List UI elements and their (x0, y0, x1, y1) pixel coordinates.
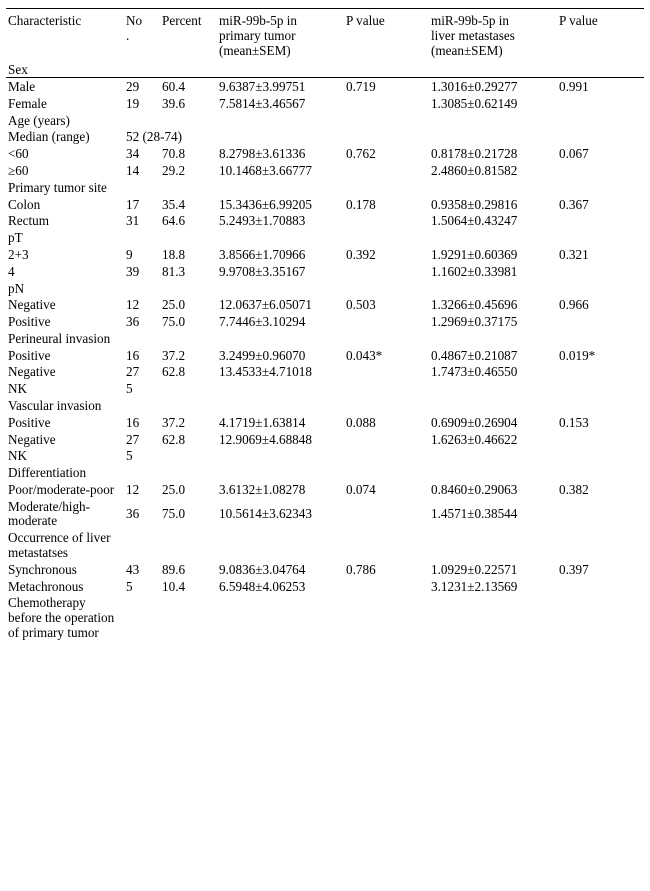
cell-label: Moderate/high-moderate (8, 498, 91, 529)
cell-no (124, 595, 160, 641)
cell-p1 (344, 264, 429, 281)
cell-mir_liver (429, 62, 557, 79)
cell-percent: 60.4 (162, 79, 186, 95)
table-row (6, 364, 650, 381)
cell-mir_liver: 2.4860±0.81582 (431, 163, 518, 179)
cell-percent (160, 595, 217, 641)
cell-p1 (344, 381, 429, 398)
cell-label: Occurrence of liver metastatses (8, 530, 111, 560)
cell-p1 (344, 180, 429, 197)
cell-mir_primary: 12.0637±6.05071 (219, 297, 312, 313)
cell-no (124, 62, 160, 79)
cell-p1 (344, 62, 429, 79)
cell-mir_primary (217, 595, 344, 641)
cell-mir_primary (217, 129, 344, 146)
cell-mir_liver: 0.6909±0.26904 (431, 414, 518, 430)
cell-mir_liver: 0.8178±0.21728 (431, 146, 518, 162)
cell-label: Negative (8, 297, 56, 313)
cell-mir_liver: 1.3016±0.29277 (431, 79, 518, 95)
cell-mir_primary: 10.1468±3.66777 (219, 163, 312, 179)
cell-mir_liver (429, 113, 557, 130)
cell-percent (160, 331, 217, 348)
cell-p1 (344, 432, 429, 449)
col-header-mir-primary-line3: (mean±SEM) (219, 42, 291, 58)
cell-no: 39 (126, 263, 140, 279)
table-row (6, 331, 650, 348)
cell-p2: 0.966 (559, 297, 589, 313)
cell-percent (160, 281, 217, 298)
cell-percent (160, 62, 217, 79)
cell-p2: 0.153 (559, 414, 589, 430)
cell-no (124, 180, 160, 197)
cell-percent (160, 398, 217, 415)
col-header-no-line2: . (126, 27, 130, 43)
table-row (6, 432, 650, 449)
cell-mir_primary: 9.0836±3.04764 (219, 561, 306, 577)
cell-p2: 0.019* (559, 347, 596, 363)
cell-mir_primary (217, 62, 344, 79)
table-row (6, 448, 650, 465)
cell-no: 5 (126, 578, 133, 594)
cell-p2 (557, 62, 650, 79)
cell-label: Positive (8, 314, 51, 330)
cell-no: 36 (126, 314, 140, 330)
cell-mir_liver: 1.0929±0.22571 (431, 561, 518, 577)
cell-label: pT (8, 230, 23, 246)
cell-mir_liver (429, 465, 557, 482)
cell-mir_primary (217, 230, 344, 247)
table-row (6, 595, 650, 641)
cell-label: Negative (8, 364, 56, 380)
table-row (6, 146, 650, 163)
cell-label: Perineural invasion (8, 330, 111, 346)
cell-label: Male (8, 79, 36, 95)
cell-no: 5 (126, 381, 133, 397)
col-header-pvalue-liver: P value (559, 13, 598, 28)
cell-p2 (557, 281, 650, 298)
cell-p1 (344, 163, 429, 180)
table-row (6, 113, 650, 130)
col-header-mir-liver-line1: miR-99b-5p in (431, 13, 510, 28)
cell-no: 9 (126, 246, 133, 262)
cell-p2 (557, 530, 650, 562)
cell-no: 27 (126, 364, 140, 380)
cell-no: 14 (126, 163, 140, 179)
cell-p1: 0.503 (346, 297, 376, 313)
cell-p1 (344, 213, 429, 230)
col-header-mir-primary (217, 10, 344, 62)
cell-p1 (344, 113, 429, 130)
cell-label: Metachronous (8, 578, 84, 594)
table-row (6, 180, 650, 197)
cell-p2 (557, 579, 650, 596)
cell-mir_liver: 1.7473±0.46550 (431, 364, 518, 380)
cell-mir_primary (217, 180, 344, 197)
cell-label: Primary tumor site (8, 179, 107, 195)
col-header-mir-liver-line2: liver metastases (431, 27, 515, 43)
cell-no (124, 398, 160, 415)
cell-percent: 62.8 (162, 431, 186, 447)
table-row (6, 62, 650, 79)
table-row (6, 281, 650, 298)
cell-percent: 29.2 (162, 163, 186, 179)
cell-label: Positive (8, 414, 51, 430)
cell-percent (160, 381, 217, 398)
characteristics-table (6, 10, 650, 642)
cell-mir_liver: 1.1602±0.33981 (431, 263, 518, 279)
cell-no: 36 (126, 506, 140, 522)
cell-p1 (344, 530, 429, 562)
cell-percent: 10.4 (162, 578, 186, 594)
cell-p1 (344, 499, 429, 531)
col-header-percent: Percent (162, 13, 202, 28)
table-wrapper (6, 10, 644, 642)
cell-p2 (557, 96, 650, 113)
cell-mir_liver (429, 530, 557, 562)
cell-mir_liver: 1.5064±0.43247 (431, 213, 518, 229)
cell-p2 (557, 180, 650, 197)
cell-percent: 75.0 (162, 506, 186, 522)
cell-mir_primary: 7.5814±3.46567 (219, 95, 306, 111)
cell-label: Female (8, 95, 47, 111)
cell-mir_primary: 9.9708±3.35167 (219, 263, 306, 279)
table-row (6, 482, 650, 499)
cell-label: Median (range) (8, 129, 90, 145)
cell-label: Age (years) (8, 112, 70, 128)
cell-no (124, 530, 160, 562)
cell-p1 (344, 331, 429, 348)
cell-p2 (557, 398, 650, 415)
col-header-mir-liver-line3: (mean±SEM) (431, 42, 503, 58)
cell-mir_liver: 1.2969±0.37175 (431, 314, 518, 330)
cell-label: Differentiation (8, 465, 87, 481)
cell-label: Negative (8, 431, 56, 447)
cell-p1 (344, 364, 429, 381)
cell-mir_liver (429, 180, 557, 197)
cell-percent: 70.8 (162, 146, 186, 162)
cell-no: 16 (126, 347, 140, 363)
cell-p1: 0.074 (346, 481, 376, 497)
table-row (6, 247, 650, 264)
cell-no: 27 (126, 431, 140, 447)
cell-label: Sex (8, 62, 28, 78)
cell-percent: 39.6 (162, 95, 186, 111)
cell-percent (160, 465, 217, 482)
cell-p2 (557, 499, 650, 531)
cell-p2: 0.991 (559, 79, 589, 95)
cell-mir_primary (217, 465, 344, 482)
table-row (6, 381, 650, 398)
cell-mir_primary: 7.7446±3.10294 (219, 314, 306, 330)
cell-no: 31 (126, 213, 140, 229)
cell-no: 29 (126, 79, 140, 95)
col-header-mir-primary-line2: primary tumor (219, 27, 296, 43)
cell-mir_primary: 8.2798±3.61336 (219, 146, 306, 162)
table-head (6, 10, 650, 62)
cell-p1 (344, 230, 429, 247)
cell-no: 52 (28-74) (126, 129, 183, 145)
cell-percent: 89.6 (162, 561, 186, 577)
cell-percent: 64.6 (162, 213, 186, 229)
cell-label: ≥60 (8, 163, 29, 179)
cell-p2: 0.382 (559, 481, 589, 497)
cell-label: 4 (8, 263, 15, 279)
cell-mir_primary: 4.1719±1.63814 (219, 414, 306, 430)
col-header-no-line1: No (126, 13, 143, 28)
cell-mir_primary: 12.9069±4.68848 (219, 431, 312, 447)
table-row (6, 129, 650, 146)
cell-percent: 62.8 (162, 364, 186, 380)
cell-label: pN (8, 280, 25, 296)
cell-percent (160, 230, 217, 247)
cell-p1 (344, 96, 429, 113)
cell-mir_liver (429, 398, 557, 415)
cell-percent (160, 530, 217, 562)
cell-percent: 75.0 (162, 314, 186, 330)
cell-mir_liver: 1.4571±0.38544 (431, 506, 518, 522)
cell-mir_primary: 6.5948±4.06253 (219, 578, 306, 594)
cell-label: 2+3 (8, 246, 29, 262)
table-row (6, 213, 650, 230)
col-header-pvalue-primary: P value (346, 13, 385, 28)
cell-no (124, 113, 160, 130)
cell-p2 (557, 364, 650, 381)
table-row (6, 163, 650, 180)
cell-label: Vascular invasion (8, 397, 102, 413)
cell-percent: 25.0 (162, 297, 186, 313)
cell-no: 16 (126, 414, 140, 430)
cell-label: <60 (8, 146, 29, 162)
cell-mir_liver (429, 381, 557, 398)
cell-mir_liver (429, 331, 557, 348)
cell-mir_liver (429, 230, 557, 247)
cell-p2 (557, 213, 650, 230)
cell-no (124, 465, 160, 482)
cell-mir_primary (217, 530, 344, 562)
cell-p2 (557, 381, 650, 398)
cell-no (124, 281, 160, 298)
cell-mir_liver: 0.8460±0.29063 (431, 481, 518, 497)
col-header-mir-liver (429, 10, 557, 62)
table-row (6, 579, 650, 596)
cell-mir_primary (217, 398, 344, 415)
cell-no: 12 (126, 481, 140, 497)
cell-label: Colon (8, 196, 41, 212)
cell-p2: 0.321 (559, 246, 589, 262)
cell-mir_liver: 0.4867±0.21087 (431, 347, 518, 363)
cell-no: 43 (126, 561, 140, 577)
cell-mir_liver (429, 281, 557, 298)
cell-percent: 35.4 (162, 196, 186, 212)
cell-p1 (344, 448, 429, 465)
cell-mir_liver (429, 129, 557, 146)
table-row (6, 465, 650, 482)
table-row (6, 348, 650, 365)
cell-percent: 81.3 (162, 263, 186, 279)
cell-p2 (557, 163, 650, 180)
cell-mir_liver: 1.3085±0.62149 (431, 95, 518, 111)
table-row (6, 264, 650, 281)
cell-no (124, 331, 160, 348)
cell-p1: 0.762 (346, 146, 376, 162)
cell-p1 (344, 579, 429, 596)
cell-percent: 37.2 (162, 414, 186, 430)
cell-mir_primary (217, 331, 344, 348)
cell-p2: 0.067 (559, 146, 589, 162)
cell-no: 5 (126, 448, 133, 464)
cell-p2 (557, 595, 650, 641)
cell-p2 (557, 331, 650, 348)
col-header-mir-primary-line1: miR-99b-5p in (219, 13, 298, 28)
cell-mir_primary: 13.4533±4.71018 (219, 364, 312, 380)
table-row (6, 96, 650, 113)
cell-mir_liver: 3.1231±2.13569 (431, 578, 518, 594)
table-row (6, 314, 650, 331)
cell-label: NK (8, 448, 28, 464)
cell-p2 (557, 432, 650, 449)
table-row (6, 297, 650, 314)
cell-label: Poor/moderate-poor (8, 481, 115, 497)
cell-label: Synchronous (8, 561, 77, 577)
cell-label: Chemotherapy before the operation of primary tumor (8, 595, 115, 640)
cell-p1: 0.088 (346, 414, 376, 430)
cell-p1: 0.043* (346, 347, 383, 363)
cell-mir_primary (217, 281, 344, 298)
cell-mir_liver: 1.3266±0.45696 (431, 297, 518, 313)
cell-mir_liver: 1.6263±0.46622 (431, 431, 518, 447)
cell-p1 (344, 398, 429, 415)
cell-mir_liver: 0.9358±0.29816 (431, 196, 518, 212)
cell-p2 (557, 230, 650, 247)
cell-p1 (344, 465, 429, 482)
cell-p2 (557, 129, 650, 146)
cell-no: 19 (126, 95, 140, 111)
cell-p2: 0.367 (559, 196, 589, 212)
cell-mir_primary: 5.2493±1.70883 (219, 213, 306, 229)
table-row (6, 197, 650, 214)
cell-percent: 37.2 (162, 347, 186, 363)
cell-label: Positive (8, 347, 51, 363)
cell-no: 12 (126, 297, 140, 313)
table-row (6, 398, 650, 415)
cell-percent (160, 448, 217, 465)
cell-p1: 0.178 (346, 196, 376, 212)
cell-p1 (344, 314, 429, 331)
cell-p1 (344, 595, 429, 641)
cell-mir_primary (217, 113, 344, 130)
cell-mir_liver: 1.9291±0.60369 (431, 246, 518, 262)
cell-p2 (557, 314, 650, 331)
cell-mir_primary: 3.2499±0.96070 (219, 347, 306, 363)
cell-mir_primary: 9.6387±3.99751 (219, 79, 306, 95)
table-row (6, 415, 650, 432)
table-row (6, 562, 650, 579)
cell-label: NK (8, 381, 28, 397)
table-row (6, 79, 650, 96)
cell-mir_primary: 3.8566±1.70966 (219, 246, 306, 262)
cell-no: 17 (126, 196, 140, 212)
table-row (6, 499, 650, 531)
col-header-no (124, 10, 160, 62)
cell-mir_primary (217, 448, 344, 465)
col-header-characteristic: Characteristic (8, 13, 82, 28)
cell-p2 (557, 465, 650, 482)
cell-percent (160, 113, 217, 130)
table-row (6, 230, 650, 247)
cell-p2 (557, 264, 650, 281)
cell-percent: 25.0 (162, 481, 186, 497)
cell-mir_primary: 3.6132±1.08278 (219, 481, 306, 497)
table-row (6, 530, 650, 562)
cell-p1: 0.786 (346, 561, 376, 577)
cell-no: 34 (126, 146, 140, 162)
cell-p2: 0.397 (559, 561, 589, 577)
cell-mir_liver (429, 448, 557, 465)
cell-p1 (344, 281, 429, 298)
cell-label: Rectum (8, 213, 50, 229)
cell-no (124, 230, 160, 247)
table-body (6, 62, 650, 641)
cell-percent: 18.8 (162, 246, 186, 262)
cell-percent (160, 180, 217, 197)
cell-p1 (344, 129, 429, 146)
cell-p2 (557, 448, 650, 465)
table-top-rule (6, 8, 644, 9)
cell-mir_liver (429, 595, 557, 641)
cell-p1: 0.719 (346, 79, 376, 95)
cell-mir_primary: 15.3436±6.99205 (219, 196, 312, 212)
cell-p1: 0.392 (346, 246, 376, 262)
cell-mir_primary: 10.5614±3.62343 (219, 506, 312, 522)
cell-mir_primary (217, 381, 344, 398)
header-row (6, 10, 650, 62)
cell-p2 (557, 113, 650, 130)
